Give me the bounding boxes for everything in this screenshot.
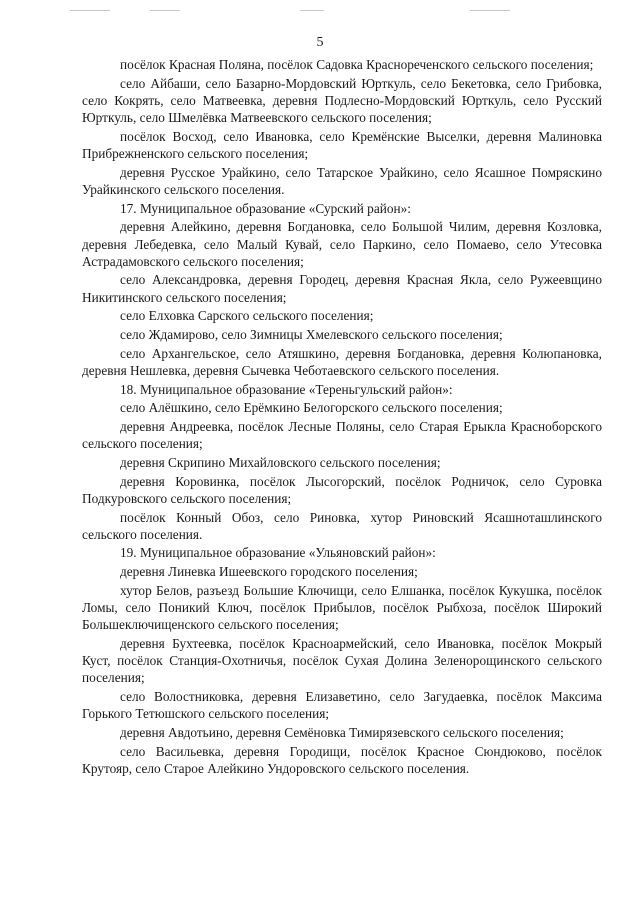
paragraph: деревня Скрипино Михайловского сельского поселения; <box>120 454 441 470</box>
section-heading: 19. Муниципальное образование «Ульяновский район»: <box>120 545 436 561</box>
paragraph: деревня Андреевка, посёлок Лесные Поляны, село Старая Ерыкла Красноборского сельского поселения; <box>82 419 602 452</box>
paragraph: село Васильевка, деревня Городищи, посёлок Красное Сюндюково, посёлок Крутояр, село Старое Алейкино Ундоровского сельского поселения. <box>82 743 602 776</box>
page-number: 5 <box>316 35 324 50</box>
scan-artifact <box>470 10 510 11</box>
paragraph: село Александровка, деревня Городец, деревня Красная Якла, село Ружеевщино Никитинского сельского поселения; <box>82 272 602 305</box>
scan-artifact <box>300 10 324 11</box>
paragraph: деревня Авдотьино, деревня Семёновка Тимирязевского сельского поселения; <box>120 725 564 741</box>
document-body <box>82 56 602 777</box>
paragraph: село Архангельское, село Атяшкино, деревня Богдановка, деревня Колюпановка, деревня Нешлевка, деревня Сычевка Чеботаевского сельского поселения. <box>82 345 602 378</box>
paragraph: село Елховка Сарского сельского поселения; <box>120 308 374 324</box>
paragraph: деревня Коровинка, посёлок Лысогорский, посёлок Родничок, село Суровка Подкуровского сельского поселения; <box>82 473 602 506</box>
scan-artifact <box>70 10 110 11</box>
scan-artifact <box>150 10 180 11</box>
paragraph: деревня Русское Урайкино, село Татарское Урайкино, село Ясашное Помряскино Урайкинского сельского поселения. <box>82 164 602 197</box>
paragraph: село Ждамирово, село Зимницы Хмелевского сельского поселения; <box>120 327 503 343</box>
paragraph: деревня Бухтеевка, посёлок Красноармейский, село Ивановка, посёлок Мокрый Куст, посёлок Станция-Охотничья, посёлок Сухая Долина Зеленорощинского сельского поселения; <box>82 636 602 686</box>
paragraph: деревня Линевка Ишеевского городского поселения; <box>120 564 418 580</box>
paragraph: село Айбаши, село Базарно-Мордовский Юрткуль, село Бекетовка, село Грибовка, село Кокрять, село Матвеевка, деревня Подлесно-Мордовский Юрткуль, село Русский Юрткуль, село Шмелёвка Матвеевского сельского поселения; <box>82 75 602 126</box>
paragraph: село Алёшкино, село Ерёмкино Белогорского сельского поселения; <box>120 400 503 416</box>
paragraph: село Волостниковка, деревня Елизаветино, село Загудаевка, посёлок Максима Горького Тетюшского сельского поселения; <box>82 689 602 722</box>
paragraph: деревня Алейкино, деревня Богдановка, село Большой Чилим, деревня Козловка, деревня Лебедевка, село Малый Кувай, село Паркино, село Помаево, село Утесовка Астрадамовского сельского поселения; <box>82 219 602 269</box>
paragraph: посёлок Восход, село Ивановка, село Кремёнские Выселки, деревня Малиновка Прибрежненского сельского поселения; <box>82 128 602 162</box>
paragraph: посёлок Красная Поляна, посёлок Садовка Краснореченского сельского поселения; <box>120 57 594 72</box>
paragraph: хутор Белов, разъезд Большие Ключищи, село Елшанка, посёлок Кукушка, посёлок Ломы, село Поникий Ключ, посёлок Прибылов, посёлок Рыбхоза, посёлок Широкий Большеключищенского сельского поселения; <box>82 582 602 633</box>
section-heading: 18. Муниципальное образование «Тереньгульский район»: <box>120 381 453 397</box>
paragraph: посёлок Конный Обоз, село Риновка, хутор Риновский Ясашноташлинского сельского поселения. <box>82 509 602 542</box>
section-heading: 17. Муниципальное образование «Сурский район»: <box>120 200 411 216</box>
